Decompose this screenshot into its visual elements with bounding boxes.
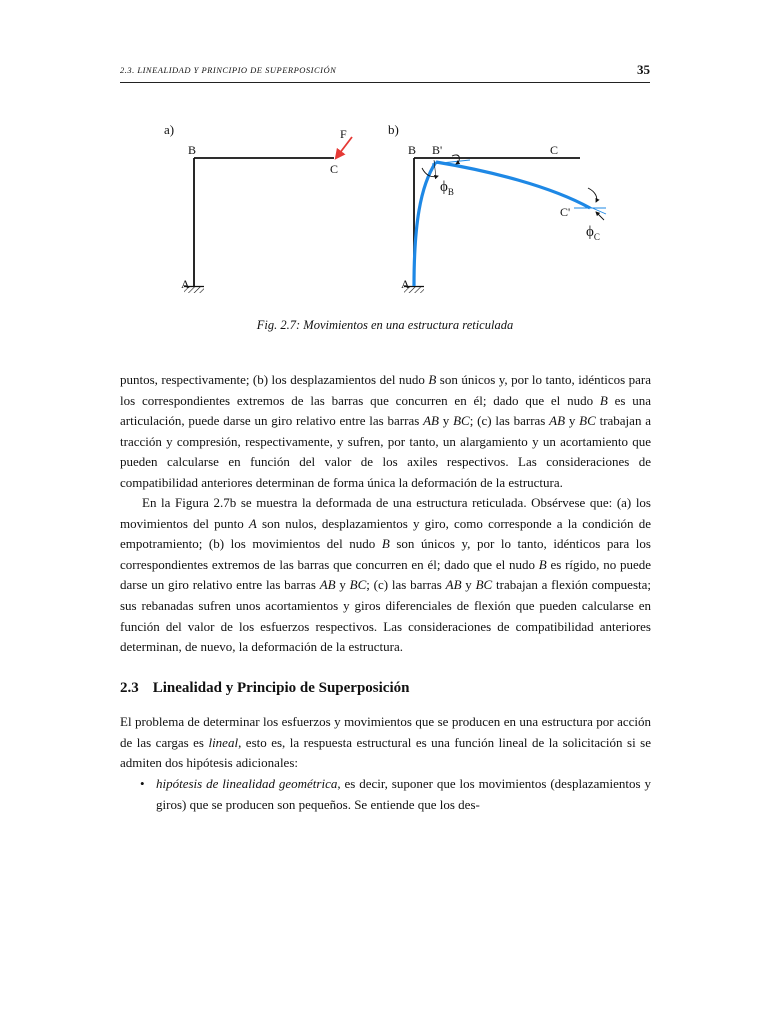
italic-run: AB: [319, 577, 336, 593]
paragraph-1: [120, 370, 651, 494]
bullet-icon: •: [140, 776, 145, 791]
italic-run: B: [538, 556, 547, 572]
hypothesis-list: [140, 774, 651, 815]
text-run: y: [565, 413, 580, 429]
text-run: y: [335, 577, 350, 593]
node-c-prime-label: C': [560, 205, 571, 219]
rotation-arrow-c1: [588, 188, 597, 202]
text-run: trabajan a tracción y compresión, respectivamente, y sufren, por tanto, un alargamiento y un acortamiento que pueden calcularse en función del valor de los axiles respectivos. Las consideraciones de compatibilidad anteriores determinan de forma única la deformación de la estructura.: [120, 413, 652, 490]
text-run: son únicos y, por lo tanto, idénticos para los correspondientes extremos de las barras que concurren en él; dado que el nudo: [120, 536, 651, 572]
italic-run: AB: [549, 413, 566, 429]
italic-run: hipótesis de linealidad geométrica: [156, 776, 338, 791]
panel-a-label: a): [164, 122, 175, 137]
italic-run: AB: [445, 577, 462, 593]
list-item-text: [156, 776, 651, 812]
text-run: El problema de determinar los esfuerzos y movimientos que se producen en una estructura por acción de las cargas es: [120, 714, 651, 750]
rotation-arrow-b1: [452, 155, 459, 164]
text-run: trabajan a flexión compuesta; sus rebanadas sufren unos acortamientos y giros diferenciales de flexión que pueden calcularse en función del valor de los esfuerzos respectivos. Las consideraciones de compatibilidad anteriores determinan, de nuevo, la deformación de la estructura.: [120, 577, 651, 655]
italic-run: A: [248, 515, 257, 531]
panel-b-label: b): [388, 122, 399, 137]
italic-run: lineal: [208, 734, 239, 750]
text-run: ; (c) las barras: [469, 413, 550, 429]
text-run: es una articulación, puede darse un giro relativo entre las barras: [120, 392, 651, 429]
panel-b: [388, 122, 606, 293]
list-item: [140, 774, 651, 815]
text-run: es rígido, no puede darse un giro relativo entre las barras: [120, 556, 652, 593]
paragraph-1-text: [120, 370, 651, 494]
section-title: Linealidad y Principio de Superposición: [152, 680, 410, 696]
node-b-label: B: [188, 143, 197, 157]
text-run: y: [461, 577, 476, 593]
tangent-c-prime-1: [574, 200, 606, 214]
italic-run: BC: [349, 577, 367, 593]
node-b-label-b: B: [408, 143, 417, 157]
italic-run: BC: [453, 413, 470, 429]
page-number: 35: [637, 62, 650, 77]
italic-run: AB: [423, 413, 439, 429]
text-run: , es decir, suponer que los movimientos (desplazamientos y giros) que se producen son pequeños. Se entiende que los des-: [156, 776, 651, 812]
text-run: son nulos, desplazamientos y giro, como corresponde a la condición de empotramiento; (b) los movimientos del nudo: [120, 515, 651, 552]
text-run: En la Figura 2.7b se muestra la deformada de una estructura reticulada. Obsérvese que: (a) los movimientos del punto: [120, 495, 651, 531]
italic-run: B: [428, 372, 437, 387]
section-heading: [120, 680, 409, 697]
node-c-label: C: [330, 162, 339, 176]
structure-diagram: [150, 116, 630, 306]
deformed-beam: [436, 162, 590, 208]
node-b-prime-label: B': [432, 143, 443, 157]
paragraph-2: [120, 493, 651, 658]
deformed-column: [414, 162, 436, 286]
text-run: son únicos y, por lo tanto, idénticos para los correspondientes extremos de las barras que concurren en él; dado que el nudo: [120, 372, 651, 408]
text-run: , esto es, la respuesta estructural es una función lineal de la solicitación si se admiten dos hipótesis adicionales:: [120, 734, 651, 771]
text-run: y: [438, 413, 454, 429]
italic-run: BC: [579, 413, 596, 429]
force-label: F: [340, 127, 347, 141]
panel-a: [164, 122, 352, 293]
italic-run: B: [381, 536, 390, 552]
running-header: [120, 62, 650, 83]
text-run: puntos, respectivamente; (b) los desplazamientos del nudo: [120, 372, 429, 387]
text-run: ; (c) las barras: [366, 577, 446, 593]
italic-run: BC: [475, 577, 493, 593]
section-number: 2.3: [120, 680, 139, 696]
paragraph-3-text: [120, 712, 651, 774]
node-a-label-b: A: [401, 277, 410, 291]
phi-b-label: $\phi_B$: [440, 179, 454, 197]
paragraph-3: [120, 712, 651, 774]
rotation-arrow-c2: [596, 212, 604, 220]
figure-caption: Fig. 2.7: Movimientos en una estructura reticulada: [256, 318, 514, 332]
paragraph-2-text: [120, 493, 651, 658]
phi-c-label: $\phi_C$: [586, 224, 600, 242]
figure-2-7: [150, 116, 630, 306]
node-a-label: A: [181, 277, 190, 291]
node-c-label-b: C: [550, 143, 559, 157]
italic-run: B: [599, 392, 608, 408]
running-header-section: 2.3. LINEALIDAD Y PRINCIPIO DE SUPERPOSICIÓN: [120, 65, 337, 75]
